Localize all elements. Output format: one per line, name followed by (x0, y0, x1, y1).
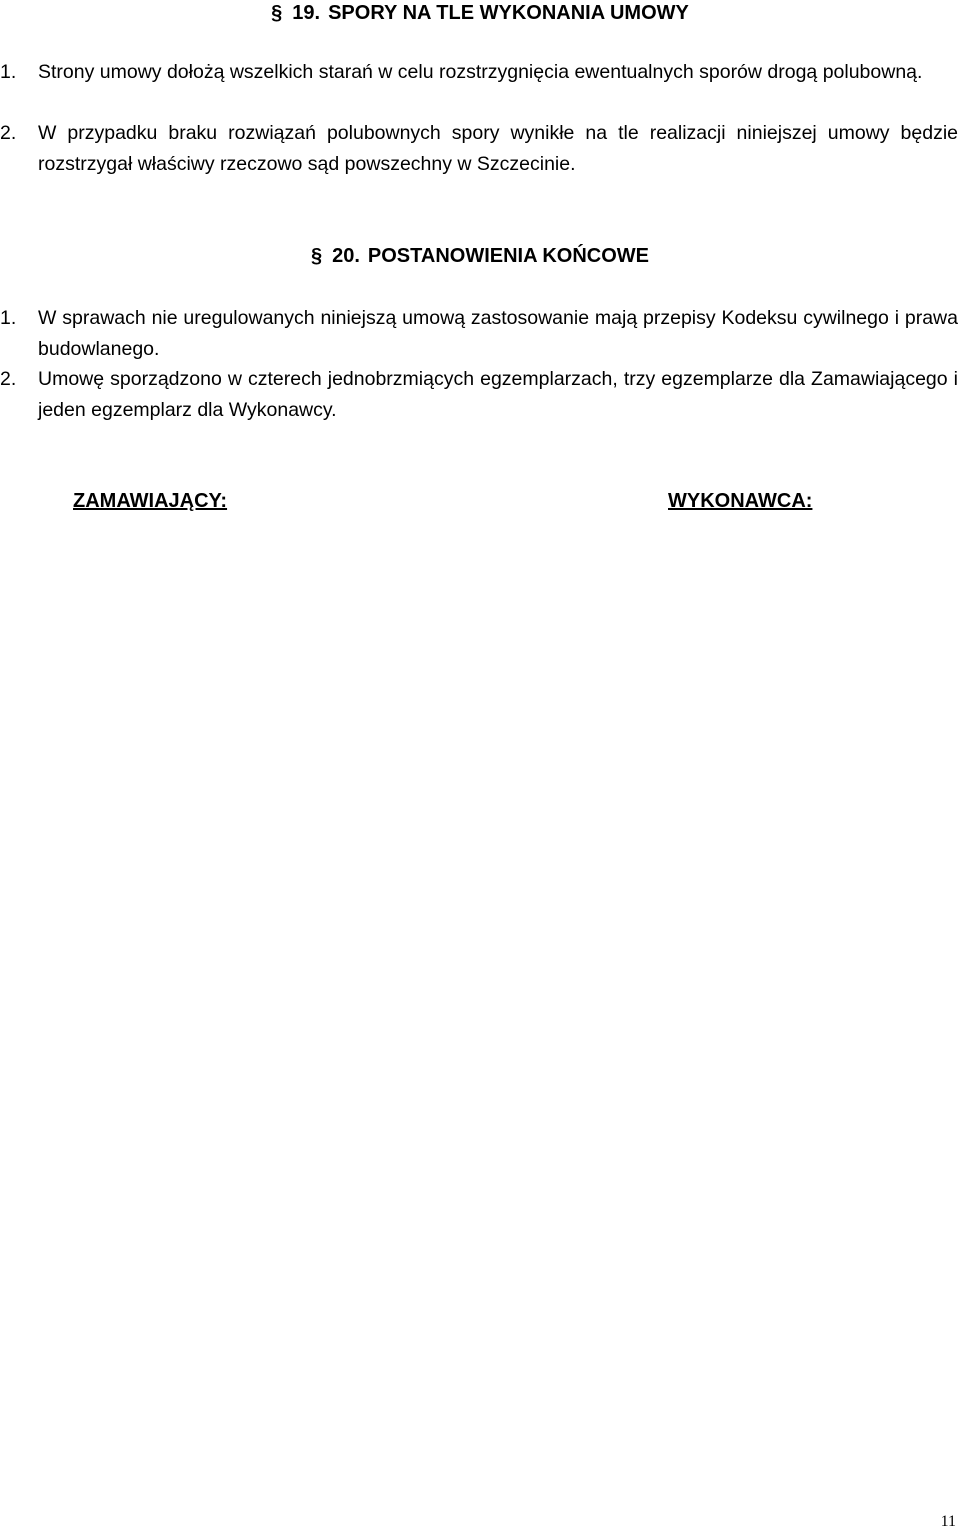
section-19-item-2 (0, 118, 958, 180)
section-19-number: 19. (292, 2, 321, 24)
section-20-item-1 (0, 303, 958, 365)
list-marker: 2. (0, 368, 17, 390)
list-item-text: Umowę sporządzono w czterech jednobrzmiących egzemplarzach, trzy egzemplarze dla Zamawiającego i jeden egzemplarz dla Wykonawcy. (38, 368, 958, 421)
section-19-sign: § (271, 2, 283, 24)
signature-label-wykonawca: WYKONAWCA: (668, 490, 813, 512)
list-marker: 1. (0, 307, 17, 329)
section-19-item-1 (0, 57, 958, 88)
list-marker: 2. (0, 122, 17, 144)
section-20-title: POSTANOWIENIA KOŃCOWE (367, 245, 650, 267)
section-19-title: SPORY NA TLE WYKONANIA UMOWY (328, 2, 689, 24)
section-20-number: 20. (332, 245, 360, 267)
list-item-text: W przypadku braku rozwiązań polubownych spory wynikłe na tle realizacji niniejszej umowy będzie rozstrzygał właściwy rzeczowo sąd powszechny w Szczecinie. (38, 122, 958, 175)
section-19-heading (0, 0, 960, 26)
section-20-item-2 (0, 364, 958, 426)
section-20-heading (0, 243, 960, 269)
list-item-text: W sprawach nie uregulowanych niniejszą umową zastosowanie mają przepisy Kodeksu cywilnego i prawa budowlanego. (38, 307, 958, 360)
section-20-sign: § (310, 245, 323, 267)
list-marker: 1. (0, 61, 17, 83)
list-item-text: Strony umowy dołożą wszelkich starań w celu rozstrzygnięcia ewentualnych sporów drogą polubowną. (38, 61, 923, 83)
signature-label-zamawiajacy: ZAMAWIAJĄCY: (73, 490, 228, 512)
page-number: 11 (940, 1513, 956, 1530)
